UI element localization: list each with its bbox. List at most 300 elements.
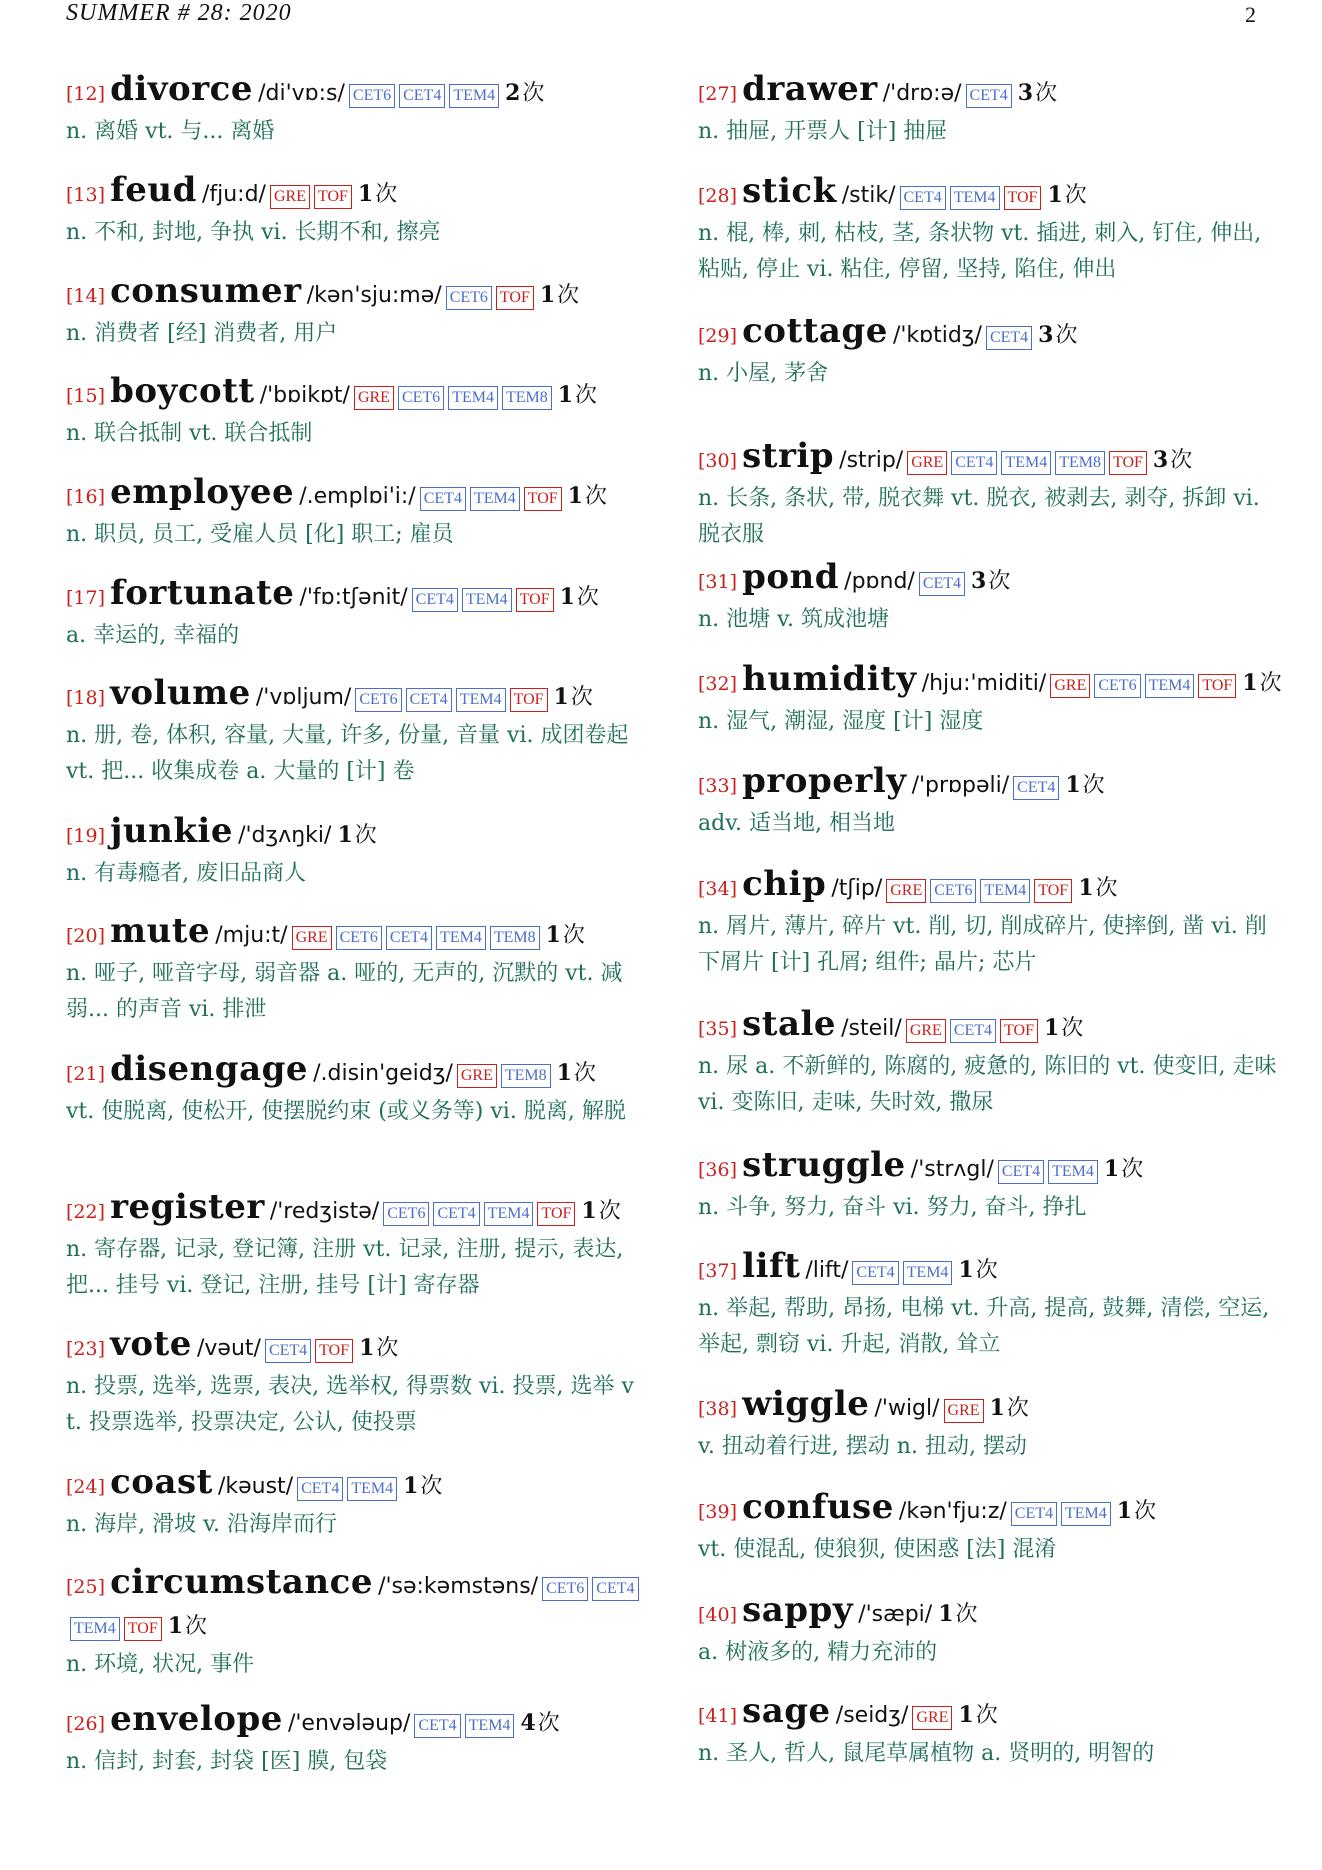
exam-tag-tof: TOF (510, 688, 548, 712)
occurrence-count: 1 (938, 1601, 954, 1627)
exam-tag-tem8: TEM8 (490, 926, 540, 950)
pronunciation: /'strʌgl/ (910, 1157, 994, 1182)
exam-tag-tem4: TEM4 (470, 487, 520, 511)
exam-tag-gre: GRE (457, 1064, 497, 1088)
definition: vt. 使脱离, 使松开, 使摆脱约束 (或义务等) vi. 脱离, 解脱 (66, 1099, 626, 1124)
count-unit: 次 (975, 1258, 998, 1283)
occurrence-count: 1 (167, 1613, 184, 1639)
vocab-entry (698, 172, 1278, 288)
headword-line (66, 912, 646, 956)
count-unit: 次 (375, 182, 398, 207)
definition: n. 消费者 [经] 消费者, 用户 (66, 321, 338, 346)
exam-tag-tem4: TEM4 (70, 1617, 120, 1641)
headword-line (66, 1700, 646, 1744)
entry-number: [17] (66, 587, 106, 609)
count-unit: 次 (376, 1336, 399, 1361)
exam-tag-tof: TOF (537, 1202, 575, 1226)
vocab-entry (66, 674, 646, 790)
vocab-entry (66, 272, 646, 352)
vocab-entry (66, 574, 646, 654)
occurrence-count: 2 (505, 80, 521, 106)
headword-line (698, 1692, 1278, 1736)
exam-tag-cet4: CET4 (412, 588, 458, 612)
exam-tag-tof: TOF (1004, 186, 1042, 210)
entry-number: [29] (698, 325, 738, 347)
count-unit: 次 (955, 1602, 978, 1627)
headword-line (66, 272, 646, 316)
vocab-entry (698, 1247, 1278, 1363)
pronunciation: /'vɒljum/ (255, 685, 352, 710)
definition: n. 有毒瘾者, 废旧品商人 (66, 861, 307, 886)
definition: n. 哑子, 哑音字母, 弱音器 a. 哑的, 无声的, 沉默的 vt. 减弱... 的声音 vi. 排泄 (66, 961, 623, 1022)
count-unit: 次 (1055, 323, 1078, 348)
headword: lift (742, 1246, 801, 1286)
vocab-entry (698, 1591, 1278, 1671)
headword: stale (742, 1004, 837, 1044)
headword-line (66, 171, 646, 215)
pronunciation: /'sæpi/ (858, 1602, 933, 1627)
count-unit: 次 (537, 1711, 560, 1736)
headword-line (698, 1247, 1278, 1291)
occurrence-count: 1 (1242, 670, 1258, 696)
exam-tag-cet4: CET4 (433, 1202, 479, 1226)
headword: cottage (742, 311, 888, 351)
exam-tag-cet4: CET4 (420, 487, 466, 511)
pronunciation: /'dʒʌŋki/ (238, 823, 332, 848)
headword-line (698, 1591, 1278, 1635)
exam-tag-cet6: CET6 (349, 84, 395, 108)
headword-line (66, 372, 646, 416)
exam-tag-gre: GRE (912, 1706, 952, 1730)
definition: n. 斗争, 努力, 奋斗 vi. 努力, 奋斗, 挣扎 (698, 1195, 1087, 1220)
entry-number: [33] (698, 775, 738, 797)
headword: struggle (742, 1145, 906, 1185)
exam-tag-cet4: CET4 (265, 1339, 311, 1363)
exam-tag-cet6: CET6 (336, 926, 382, 950)
definition: n. 环境, 状况, 事件 (66, 1652, 255, 1677)
count-unit: 次 (598, 1199, 621, 1224)
entry-number: [24] (66, 1476, 106, 1498)
entry-number: [31] (698, 571, 738, 593)
headword: junkie (110, 811, 233, 851)
vocab-entry (66, 1563, 646, 1683)
entry-number: [39] (698, 1501, 738, 1523)
count-unit: 次 (420, 1474, 443, 1499)
vocab-entry (698, 1005, 1278, 1121)
exam-tag-cet4: CET4 (414, 1714, 460, 1738)
exam-tag-tem4: TEM4 (456, 688, 506, 712)
occurrence-count: 1 (357, 181, 374, 207)
pronunciation: /.emplɒi'i:/ (299, 484, 416, 509)
occurrence-count: 3 (971, 568, 987, 594)
headword: register (110, 1187, 265, 1227)
exam-tag-tem8: TEM8 (1055, 451, 1105, 475)
headword: vote (110, 1324, 192, 1364)
exam-tag-tem4: TEM4 (980, 879, 1030, 903)
headword-line (698, 1385, 1278, 1429)
entry-number: [14] (66, 285, 106, 307)
entry-number: [21] (66, 1063, 106, 1085)
occurrence-count: 1 (1043, 1015, 1060, 1041)
count-unit: 次 (354, 823, 377, 848)
count-unit: 次 (1134, 1499, 1157, 1524)
headword-line (698, 762, 1278, 806)
count-unit: 次 (562, 923, 585, 948)
pronunciation: /mju:t/ (215, 923, 288, 948)
definition: n. 棍, 棒, 刺, 枯枝, 茎, 条状物 vt. 插进, 刺入, 钉住, 伸出, 粘贴, 停止 vi. 粘住, 停留, 坚持, 陷住, 伸出 (698, 221, 1262, 282)
definition: vt. 使混乱, 使狼狈, 使困惑 [法] 混淆 (698, 1537, 1057, 1562)
pronunciation: /'redʒistə/ (269, 1199, 380, 1224)
headword: mute (110, 911, 211, 951)
occurrence-count: 1 (567, 483, 583, 509)
occurrence-count: 1 (337, 822, 353, 848)
count-unit: 次 (570, 685, 593, 710)
exam-tag-tem4: TEM4 (448, 386, 498, 410)
occurrence-count: 1 (1116, 1498, 1133, 1524)
exam-tag-gre: GRE (354, 386, 394, 410)
definition: n. 信封, 封套, 封袋 [医] 膜, 包袋 (66, 1749, 388, 1774)
occurrence-count: 3 (1038, 322, 1054, 348)
pronunciation: /'kɒtidʒ/ (892, 323, 982, 348)
headword: boycott (110, 371, 255, 411)
pronunciation: /stik/ (841, 183, 896, 208)
exam-tag-gre: GRE (1050, 674, 1090, 698)
header-title: SUMMER # 28: 2020 (66, 0, 292, 26)
headword-line (66, 674, 646, 718)
vocab-entry (698, 70, 1278, 150)
headword-line (66, 1050, 646, 1094)
entry-number: [27] (698, 83, 738, 105)
count-unit: 次 (573, 1061, 596, 1086)
exam-tag-tem4: TEM4 (1061, 1502, 1111, 1526)
vocab-entry (66, 1700, 646, 1780)
definition: v. 扭动着行进, 摆动 n. 扭动, 摆动 (698, 1434, 1027, 1459)
exam-tag-tof: TOF (1034, 879, 1072, 903)
exam-tag-tof: TOF (1109, 451, 1147, 475)
headword-line (698, 659, 1282, 704)
definition: n. 海岸, 滑坡 v. 沿海岸而行 (66, 1512, 337, 1537)
exam-tag-tem4: TEM4 (950, 186, 1000, 210)
exam-tag-gre: GRE (906, 1019, 946, 1043)
vocab-entry (66, 912, 646, 1028)
exam-tag-cet4: CET4 (1013, 776, 1059, 800)
exam-tag-cet4: CET4 (951, 451, 997, 475)
headword-line (66, 812, 646, 856)
exam-tag-gre: GRE (886, 879, 926, 903)
exam-tag-cet4: CET4 (900, 186, 946, 210)
occurrence-count: 1 (958, 1702, 974, 1728)
headword: wiggle (742, 1384, 870, 1424)
exam-tag-tem8: TEM8 (502, 386, 552, 410)
entry-number: [32] (698, 673, 738, 695)
exam-tag-cet4: CET4 (966, 84, 1012, 108)
exam-tag-cet4: CET4 (297, 1477, 343, 1501)
pronunciation: /kən'fju:z/ (898, 1499, 1007, 1524)
count-unit: 次 (975, 1703, 998, 1728)
headword: humidity (742, 659, 917, 699)
exam-tag-tem4: TEM4 (465, 1714, 515, 1738)
headword: confuse (742, 1487, 894, 1527)
exam-tag-tof: TOF (496, 286, 534, 310)
headword: chip (742, 864, 827, 904)
count-unit: 次 (1121, 1157, 1144, 1182)
definition: n. 册, 卷, 体积, 容量, 大量, 许多, 份量, 音量 vi. 成团卷起 vt. 把... 收集成卷 a. 大量的 [计] 卷 (66, 723, 629, 784)
occurrence-count: 1 (989, 1395, 1005, 1421)
exam-tag-gre: GRE (292, 926, 332, 950)
exam-tag-cet6: CET6 (383, 1202, 429, 1226)
count-unit: 次 (1095, 876, 1118, 901)
definition: a. 幸运的, 幸福的 (66, 623, 240, 648)
occurrence-count: 1 (557, 382, 574, 408)
headword-line (66, 1563, 646, 1647)
occurrence-count: 1 (1047, 182, 1063, 208)
occurrence-count: 1 (559, 584, 575, 610)
count-unit: 次 (584, 484, 607, 509)
vocab-entry (698, 659, 1282, 740)
exam-tag-tof: TOF (314, 185, 352, 209)
count-unit: 次 (557, 283, 580, 308)
entry-number: [23] (66, 1338, 106, 1360)
pronunciation: /seidʒ/ (835, 1703, 909, 1728)
entry-number: [18] (66, 687, 106, 709)
entry-number: [30] (698, 450, 738, 472)
headword-line (66, 574, 646, 618)
pronunciation: /'envələup/ (287, 1711, 411, 1736)
page-number: 2 (1245, 2, 1256, 27)
occurrence-count: 4 (520, 1710, 536, 1736)
entry-number: [26] (66, 1713, 106, 1735)
headword: sage (742, 1691, 831, 1731)
occurrence-count: 1 (556, 1060, 572, 1086)
headword: envelope (110, 1699, 283, 1739)
occurrence-count: 1 (958, 1257, 974, 1283)
entry-number: [37] (698, 1260, 738, 1282)
count-unit: 次 (576, 585, 599, 610)
entry-number: [13] (66, 184, 106, 206)
definition: n. 离婚 vt. 与... 离婚 (66, 119, 275, 144)
occurrence-count: 1 (1078, 875, 1094, 901)
vocab-entry (698, 865, 1278, 981)
headword-line (698, 437, 1278, 481)
definition: n. 尿 a. 不新鲜的, 陈腐的, 疲惫的, 陈旧的 vt. 使变旧, 走味 vi. 变陈旧, 走味, 失时效, 撒尿 (698, 1054, 1277, 1115)
definition: adv. 适当地, 相当地 (698, 811, 895, 836)
count-unit: 次 (1170, 448, 1193, 473)
definition: n. 职员, 员工, 受雇人员 [化] 职工; 雇员 (66, 522, 454, 547)
exam-tag-tem4: TEM4 (1145, 674, 1195, 698)
exam-tag-cet6: CET6 (930, 879, 976, 903)
vocab-entry (698, 312, 1278, 392)
headword: drawer (742, 69, 878, 109)
entry-number: [41] (698, 1705, 738, 1727)
count-unit: 次 (185, 1614, 208, 1639)
pronunciation: /lift/ (805, 1258, 849, 1283)
headword: employee (110, 472, 295, 512)
entry-number: [20] (66, 925, 106, 947)
exam-tag-tem4: TEM4 (449, 84, 499, 108)
vocab-entry (66, 372, 646, 452)
headword: properly (742, 761, 907, 801)
vocab-entry (698, 1385, 1278, 1465)
exam-tag-tem4: TEM4 (462, 588, 512, 612)
occurrence-count: 1 (553, 684, 569, 710)
vocab-entry (698, 558, 1278, 638)
vocab-entry (66, 171, 646, 251)
count-unit: 次 (1082, 773, 1105, 798)
exam-tag-cet6: CET6 (542, 1577, 588, 1601)
vocab-entry (698, 437, 1278, 553)
pronunciation: /vəut/ (196, 1336, 261, 1361)
pronunciation: /kən'sju:mə/ (306, 283, 442, 308)
headword: circumstance (110, 1562, 373, 1602)
exam-tag-tof: TOF (124, 1617, 162, 1641)
headword-line (698, 312, 1278, 356)
vocab-entry (66, 1050, 646, 1130)
pronunciation: /'wigl/ (874, 1396, 940, 1421)
entry-number: [40] (698, 1604, 738, 1626)
exam-tag-tem4: TEM4 (484, 1202, 534, 1226)
pronunciation: /steil/ (841, 1016, 902, 1041)
headword-line (698, 1488, 1278, 1532)
exam-tag-tof: TOF (524, 487, 562, 511)
pronunciation: /.disin'geidʒ/ (313, 1061, 453, 1086)
exam-tag-gre: GRE (270, 185, 310, 209)
occurrence-count: 3 (1017, 80, 1034, 106)
definition: n. 不和, 封地, 争执 vi. 长期不和, 擦亮 (66, 220, 441, 245)
vocab-entry (66, 1188, 646, 1304)
occurrence-count: 1 (545, 922, 561, 948)
definition: a. 树液多的, 精力充沛的 (698, 1640, 938, 1665)
count-unit: 次 (522, 81, 545, 106)
vocab-entry (66, 1325, 646, 1441)
headword: volume (110, 673, 251, 713)
exam-tag-tem4: TEM4 (436, 926, 486, 950)
headword-line (698, 70, 1278, 114)
exam-tag-cet4: CET4 (592, 1577, 638, 1601)
exam-tag-cet6: CET6 (355, 688, 401, 712)
pronunciation: /tʃip/ (831, 876, 883, 901)
occurrence-count: 1 (359, 1335, 375, 1361)
pronunciation: /hju:'miditi/ (921, 671, 1047, 696)
pronunciation: /'drɒ:ə/ (882, 81, 962, 106)
entry-number: [16] (66, 486, 106, 508)
definition: n. 抽屉, 开票人 [计] 抽屉 (698, 119, 948, 144)
occurrence-count: 1 (1065, 772, 1081, 798)
pronunciation: /'bɒikɒt/ (259, 383, 350, 408)
exam-tag-tem4: TEM4 (347, 1477, 397, 1501)
definition: n. 池塘 v. 筑成池塘 (698, 607, 889, 632)
exam-tag-cet4: CET4 (986, 326, 1032, 350)
exam-tag-tem8: TEM8 (501, 1064, 551, 1088)
entry-number: [36] (698, 1159, 738, 1181)
count-unit: 次 (1035, 81, 1058, 106)
definition: n. 圣人, 哲人, 鼠尾草属植物 a. 贤明的, 明智的 (698, 1741, 1155, 1766)
entry-number: [34] (698, 878, 738, 900)
vocab-entry (698, 1488, 1278, 1568)
pronunciation: /di'vɒ:s/ (258, 81, 345, 106)
headword-line (698, 558, 1278, 602)
pronunciation: /'prɒpəli/ (911, 773, 1010, 798)
page-header (66, 0, 1256, 30)
headword-line (698, 172, 1278, 216)
headword-line (698, 1005, 1278, 1049)
vocab-entry (698, 762, 1278, 842)
exam-tag-cet4: CET4 (399, 84, 445, 108)
definition: n. 小屋, 茅舍 (698, 361, 829, 386)
exam-tag-tof: TOF (1198, 674, 1236, 698)
definition: n. 举起, 帮助, 昂扬, 电梯 vt. 升高, 提高, 鼓舞, 清偿, 空运, 举起, 剽窃 vi. 升起, 消散, 耸立 (698, 1296, 1270, 1357)
occurrence-count: 1 (403, 1473, 419, 1499)
pronunciation: /'sə:kəmstəns/ (378, 1574, 539, 1599)
exam-tag-cet4: CET4 (1011, 1502, 1057, 1526)
entry-number: [15] (66, 385, 106, 407)
headword-line (66, 473, 646, 517)
vocab-entry (66, 1463, 646, 1543)
headword: disengage (110, 1049, 309, 1089)
entry-number: [22] (66, 1201, 106, 1223)
entry-number: [38] (698, 1398, 738, 1420)
count-unit: 次 (1006, 1396, 1029, 1421)
vocab-entry (66, 70, 646, 150)
exam-tag-tof: TOF (1000, 1019, 1038, 1043)
headword: coast (110, 1462, 213, 1502)
headword-line (66, 1463, 646, 1507)
occurrence-count: 1 (581, 1198, 597, 1224)
headword-line (66, 70, 646, 114)
headword: pond (742, 557, 840, 597)
exam-tag-cet4: CET4 (386, 926, 432, 950)
entry-number: [12] (66, 83, 106, 105)
vocab-entry (66, 473, 646, 553)
exam-tag-tof: TOF (516, 588, 554, 612)
exam-tag-gre: GRE (944, 1399, 984, 1423)
occurrence-count: 1 (1103, 1156, 1120, 1182)
definition: n. 屑片, 薄片, 碎片 vt. 削, 切, 削成碎片, 使摔倒, 凿 vi. 削下屑片 [计] 孔屑; 组件; 晶片; 芯片 (698, 914, 1267, 975)
pronunciation: /'fɒ:tʃənit/ (299, 585, 408, 610)
exam-tag-cet4: CET4 (406, 688, 452, 712)
headword-line (66, 1325, 646, 1369)
pronunciation: /fju:d/ (201, 182, 266, 207)
headword: stick (742, 171, 837, 211)
occurrence-count: 1 (539, 282, 556, 308)
exam-tag-cet4: CET4 (852, 1261, 898, 1285)
vocab-entry (66, 812, 646, 892)
vocab-entry (698, 1692, 1278, 1772)
exam-tag-tem4: TEM4 (1001, 451, 1051, 475)
exam-tag-cet4: CET4 (950, 1019, 996, 1043)
exam-tag-tem4: TEM4 (1048, 1160, 1098, 1184)
count-unit: 次 (1064, 183, 1087, 208)
entry-number: [19] (66, 825, 106, 847)
headword: divorce (110, 69, 253, 109)
entry-number: [25] (66, 1576, 106, 1598)
exam-tag-gre: GRE (907, 451, 947, 475)
entry-number: [28] (698, 185, 738, 207)
headword: consumer (110, 271, 302, 311)
occurrence-count: 3 (1152, 447, 1169, 473)
entry-number: [35] (698, 1018, 738, 1040)
definition: n. 投票, 选举, 选票, 表决, 选举权, 得票数 vi. 投票, 选举 vt. 投票选举, 投票决定, 公认, 使投票 (66, 1374, 634, 1435)
headword: strip (742, 436, 835, 476)
count-unit: 次 (1061, 1016, 1084, 1041)
headword: fortunate (110, 573, 295, 613)
pronunciation: /pɒnd/ (844, 569, 915, 594)
count-unit: 次 (1259, 671, 1282, 696)
definition: n. 联合抵制 vt. 联合抵制 (66, 421, 313, 446)
headword: sappy (742, 1590, 854, 1630)
headword: feud (110, 170, 197, 210)
exam-tag-cet6: CET6 (1094, 674, 1140, 698)
exam-tag-tof: TOF (315, 1339, 353, 1363)
